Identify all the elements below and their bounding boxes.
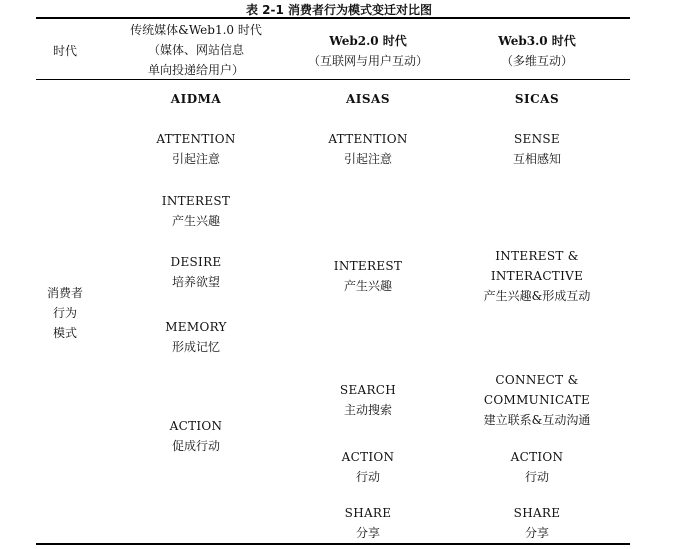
step-en: SHARE [513, 506, 561, 520]
header-era: 时代 [52, 44, 78, 58]
row-label-line1: 消费者 [46, 286, 84, 300]
aidma-step-interest [162, 191, 230, 231]
model-aidma-name: AIDMA [170, 92, 222, 106]
header-web1-line3: 单向投递给用户） [147, 63, 245, 77]
step-en: INTEREST [333, 259, 403, 273]
aidma-step-memory [165, 317, 227, 357]
header-web3-line1: Web3.0 时代 [498, 34, 576, 48]
step-en: INTEREST [161, 194, 231, 208]
header-web2-line1: Web2.0 时代 [329, 34, 407, 48]
header-web2-line2: （互联网与用户互动） [307, 54, 429, 68]
step-zh: 建立联系&互动沟通 [483, 413, 591, 427]
aidma-step-desire [171, 252, 222, 292]
sicas-step-share [514, 503, 561, 543]
step-zh: 引起注意 [171, 152, 221, 166]
step-en-2: INTERACTIVE [490, 269, 584, 283]
step-zh: 培养欲望 [171, 275, 220, 289]
row-label-line2: 行为 [52, 306, 78, 320]
header-web1-line1: 传统媒体&Web1.0 时代 [130, 23, 262, 37]
sicas-step-action [511, 447, 564, 487]
header-rule [36, 79, 630, 80]
step-zh: 行动 [355, 470, 381, 484]
table-title: 表 2-1 消费者行为模式变迁对比图 [245, 3, 433, 17]
aidma-step-attention [156, 129, 235, 169]
step-zh: 引起注意 [343, 152, 393, 166]
step-en: ACTION [341, 450, 395, 464]
row-label-line3: 模式 [52, 326, 78, 340]
step-zh: 产生兴趣&形成互动 [483, 289, 591, 303]
model-sicas-name: SICAS [514, 92, 560, 106]
step-zh: 产生兴趣 [171, 214, 220, 228]
aisas-step-interest [334, 256, 402, 296]
step-en: ACTION [169, 419, 223, 433]
step-zh: 行动 [524, 470, 550, 484]
sicas-step-interest-interactive [484, 246, 591, 306]
step-zh: 形成记忆 [171, 340, 220, 354]
step-en: ACTION [510, 450, 564, 464]
step-en: MEMORY [165, 320, 227, 334]
step-zh: 分享 [355, 526, 380, 540]
step-zh: 产生兴趣 [343, 279, 392, 293]
step-zh: 分享 [524, 526, 549, 540]
header-web3-line2: （多维互动） [500, 54, 573, 68]
step-en: SHARE [344, 506, 392, 520]
step-en: SENSE [514, 132, 560, 146]
step-en: INTEREST & [495, 249, 579, 263]
step-en: ATTENTION [328, 132, 408, 146]
bottom-rule [36, 543, 630, 545]
step-en: DESIRE [170, 255, 222, 269]
aisas-step-search [340, 380, 396, 420]
step-en: CONNECT & [495, 373, 579, 387]
sicas-step-connect-communicate [484, 370, 591, 430]
header-web2 [308, 31, 428, 71]
sicas-step-sense [513, 129, 561, 169]
step-en-2: COMMUNICATE [483, 393, 591, 407]
aisas-step-action [342, 447, 395, 487]
top-rule [36, 17, 630, 19]
header-web3 [498, 31, 576, 71]
aisas-step-attention [328, 129, 407, 169]
aidma-step-action [170, 416, 223, 456]
step-en: SEARCH [339, 383, 397, 397]
header-web1-line2: （媒体、网站信息 [147, 43, 245, 57]
model-aisas-name: AISAS [345, 92, 391, 106]
row-label [47, 283, 83, 343]
aisas-step-share [345, 503, 392, 543]
step-zh: 促成行动 [171, 439, 221, 453]
step-zh: 主动搜索 [343, 403, 393, 417]
header-web1 [130, 20, 262, 80]
step-en: ATTENTION [156, 132, 236, 146]
step-zh: 互相感知 [512, 152, 562, 166]
